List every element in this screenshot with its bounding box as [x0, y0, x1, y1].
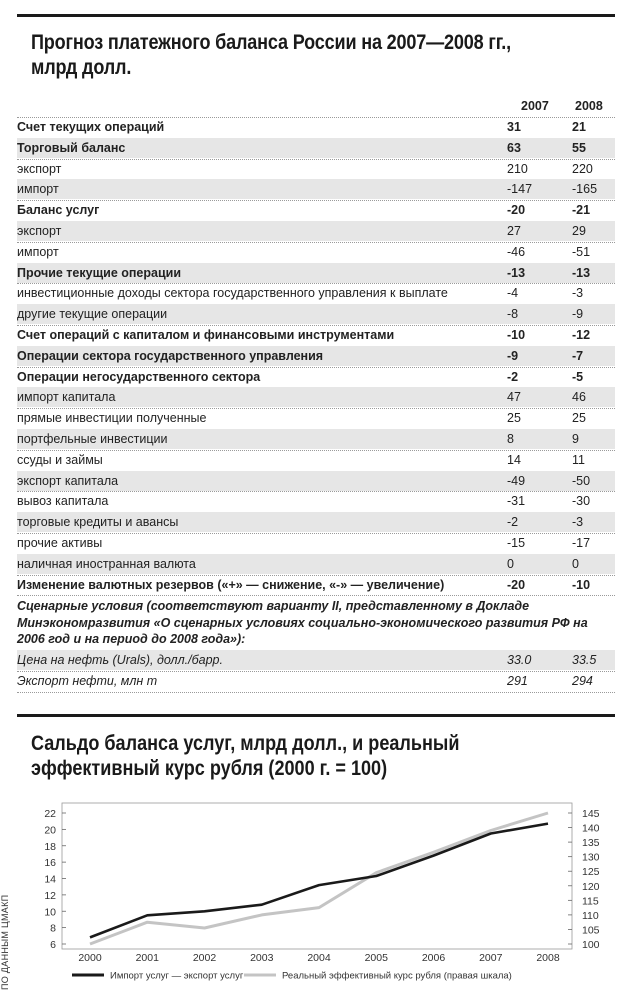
value-2007: -9: [507, 348, 519, 363]
value-2007: 47: [507, 390, 521, 405]
table-row: [17, 242, 615, 262]
right-tick-label: 140: [582, 822, 600, 835]
scenario-row: [17, 671, 615, 691]
row-label: Цена на нефть (Urals), долл./барр.: [17, 653, 223, 667]
row-divider: [17, 595, 615, 596]
left-tick-label: 16: [44, 857, 56, 870]
table-row: [17, 200, 615, 220]
table-row: [17, 450, 615, 470]
row-label: экспорт: [17, 161, 62, 176]
legend-label-services: Импорт услуг — экспорт услуг: [110, 970, 244, 982]
value-2008: 46: [572, 390, 586, 405]
table-row: [17, 325, 615, 345]
table-row: [17, 117, 615, 137]
value-2008: 29: [572, 224, 586, 238]
value-2007: -20: [507, 577, 526, 592]
value-2008: -10: [572, 577, 591, 592]
value-2008: 21: [572, 120, 586, 134]
value-2007: -147: [507, 182, 533, 197]
x-tick-label: 2003: [250, 952, 274, 964]
row-label: экспорт: [17, 224, 62, 238]
value-2007: -4: [507, 286, 519, 301]
table-row: [17, 575, 615, 595]
value-2007: 14: [507, 452, 521, 467]
row-label: Операции сектора государственного управления: [17, 348, 324, 363]
row-label: Прочие текущие операции: [17, 265, 182, 280]
row-label: Торговый баланс: [17, 140, 126, 155]
left-tick-label: 8: [50, 922, 56, 935]
table-row: [17, 221, 615, 241]
left-tick-label: 18: [44, 840, 56, 853]
value-2008: -7: [572, 348, 584, 363]
series-line-exchange-rate: [90, 813, 548, 944]
legend-label-exchange-rate: Реальный эффективный курс рубля (правая шкала): [282, 970, 512, 982]
value-2008: -13: [572, 265, 591, 280]
value-2008: -5: [572, 369, 584, 384]
left-tick-label: 10: [44, 906, 56, 919]
value-2007: 25: [507, 411, 521, 426]
table-row: [17, 408, 615, 428]
table-row: [17, 179, 615, 199]
row-label: импорт капитала: [17, 390, 116, 405]
value-2008: 33.5: [572, 653, 597, 667]
left-tick-label: 22: [44, 808, 56, 820]
series-line-services: [90, 824, 548, 938]
chart-title: Сальдо баланса услуг, млрд долл., и реальный эффективный курс рубля (2000 г. = 100): [31, 732, 460, 780]
x-tick-label: 2002: [192, 952, 217, 964]
table-title: Прогноз платежного баланса России на 2007—2008 гг., млрд долл.: [31, 31, 511, 79]
value-2008: -3: [572, 286, 584, 301]
value-2007: 31: [507, 120, 521, 134]
table-row: [17, 471, 615, 491]
row-label: экспорт капитала: [17, 473, 119, 488]
value-2008: -50: [572, 473, 591, 488]
value-2007: -10: [507, 328, 526, 342]
table-row: [17, 491, 615, 511]
x-tick-label: 2001: [135, 952, 159, 964]
x-tick-label: 2008: [536, 952, 560, 964]
row-label: Изменение валютных резервов («+» — снижение, «-» — увеличение): [17, 577, 445, 592]
value-2008: 55: [572, 140, 586, 155]
value-2007: -49: [507, 473, 526, 488]
right-tick-label: 115: [582, 895, 599, 908]
value-2007: 291: [507, 674, 528, 688]
row-label: другие текущие операции: [17, 307, 168, 322]
value-2007: -13: [507, 265, 526, 280]
table-row: [17, 533, 615, 553]
row-label: импорт: [17, 182, 59, 197]
row-label: Операции негосударственного сектора: [17, 369, 261, 384]
left-tick-label: 12: [44, 889, 56, 902]
row-label: ссуды и займы: [17, 452, 103, 467]
col-2007-header: 2007: [521, 99, 549, 113]
scenario-row: [17, 650, 615, 670]
value-2007: -20: [507, 203, 526, 218]
table-row: [17, 387, 615, 407]
value-2007: 210: [507, 161, 528, 176]
row-label: прямые инвестиции полученные: [17, 411, 207, 426]
value-2008: 9: [572, 432, 579, 446]
value-2007: -31: [507, 494, 526, 509]
right-tick-label: 100: [582, 939, 600, 951]
right-tick-label: 135: [582, 837, 600, 850]
value-2008: -51: [572, 244, 591, 259]
right-tick-label: 125: [582, 866, 600, 879]
value-2008: 0: [572, 556, 579, 571]
value-2007: -2: [507, 515, 519, 530]
row-label: импорт: [17, 244, 59, 259]
line-chart: [0, 778, 619, 998]
x-tick-label: 2004: [307, 952, 331, 964]
value-2008: -3: [572, 515, 584, 530]
table-row: [17, 367, 615, 387]
row-label: торговые кредиты и авансы: [17, 515, 179, 530]
left-tick-label: 14: [44, 873, 56, 886]
value-2008: -21: [572, 203, 591, 218]
table-row: [17, 554, 615, 574]
value-2008: -165: [572, 182, 598, 197]
value-2008: 294: [572, 674, 593, 688]
scenario-note: Сценарные условия (соответствуют варианту II, представленному в Докладе Минэкономразвития «О сценарных условиях социально-экономического развития РФ на 2006 год и на период до 2008 года»):: [17, 599, 588, 646]
value-2007: 8: [507, 432, 514, 446]
x-tick-label: 2005: [364, 952, 388, 964]
table-row: [17, 159, 615, 179]
table-row: [17, 346, 615, 366]
row-label: Счет операций с капиталом и финансовыми инструментами: [17, 328, 395, 342]
value-2007: 33.0: [507, 653, 532, 667]
value-2008: 25: [572, 411, 586, 426]
left-tick-label: 6: [50, 939, 56, 951]
table-row: [17, 512, 615, 532]
value-2007: -46: [507, 244, 526, 259]
row-label: инвестиционные доходы сектора государственного управления к выплате: [17, 286, 448, 301]
row-label: Счет текущих операций: [17, 120, 165, 134]
table-row: [17, 138, 615, 158]
value-2007: 63: [507, 140, 521, 155]
table-row: [17, 283, 615, 303]
col-2008-header: 2008: [575, 99, 603, 113]
value-2007: 0: [507, 556, 514, 571]
table-row: [17, 429, 615, 449]
table-row: [17, 263, 615, 283]
value-2007: -15: [507, 536, 526, 550]
row-label: портфельные инвестиции: [17, 432, 168, 446]
row-label: Экспорт нефти, млн т: [17, 674, 158, 688]
table-header: [17, 96, 615, 116]
value-2007: 27: [507, 224, 521, 238]
x-tick-label: 2007: [479, 952, 503, 964]
value-2008: 11: [572, 452, 585, 467]
right-tick-label: 120: [582, 880, 600, 893]
source-label: ПО ДАННЫМ ЦМАКП: [0, 894, 10, 990]
value-2008: -17: [572, 536, 591, 550]
row-label: вывоз капитала: [17, 494, 109, 509]
value-2007: -8: [507, 307, 519, 322]
right-tick-label: 130: [582, 851, 600, 864]
row-label: Баланс услуг: [17, 203, 100, 218]
value-2008: -9: [572, 307, 584, 322]
row-label: наличная иностранная валюта: [17, 556, 196, 571]
value-2008: -30: [572, 494, 591, 509]
x-tick-label: 2006: [421, 952, 446, 964]
value-2007: -2: [507, 369, 519, 384]
row-label: прочие активы: [17, 536, 103, 550]
row-divider: [17, 692, 615, 693]
right-tick-label: 105: [582, 924, 600, 937]
x-tick-label: 2000: [78, 952, 102, 964]
value-2008: -12: [572, 328, 591, 342]
left-tick-label: 20: [44, 824, 56, 837]
top-rule: [17, 14, 615, 17]
right-tick-label: 145: [582, 808, 600, 820]
section-rule: [17, 714, 615, 717]
value-2008: 220: [572, 161, 593, 176]
table-row: [17, 304, 615, 324]
right-tick-label: 110: [582, 909, 599, 922]
